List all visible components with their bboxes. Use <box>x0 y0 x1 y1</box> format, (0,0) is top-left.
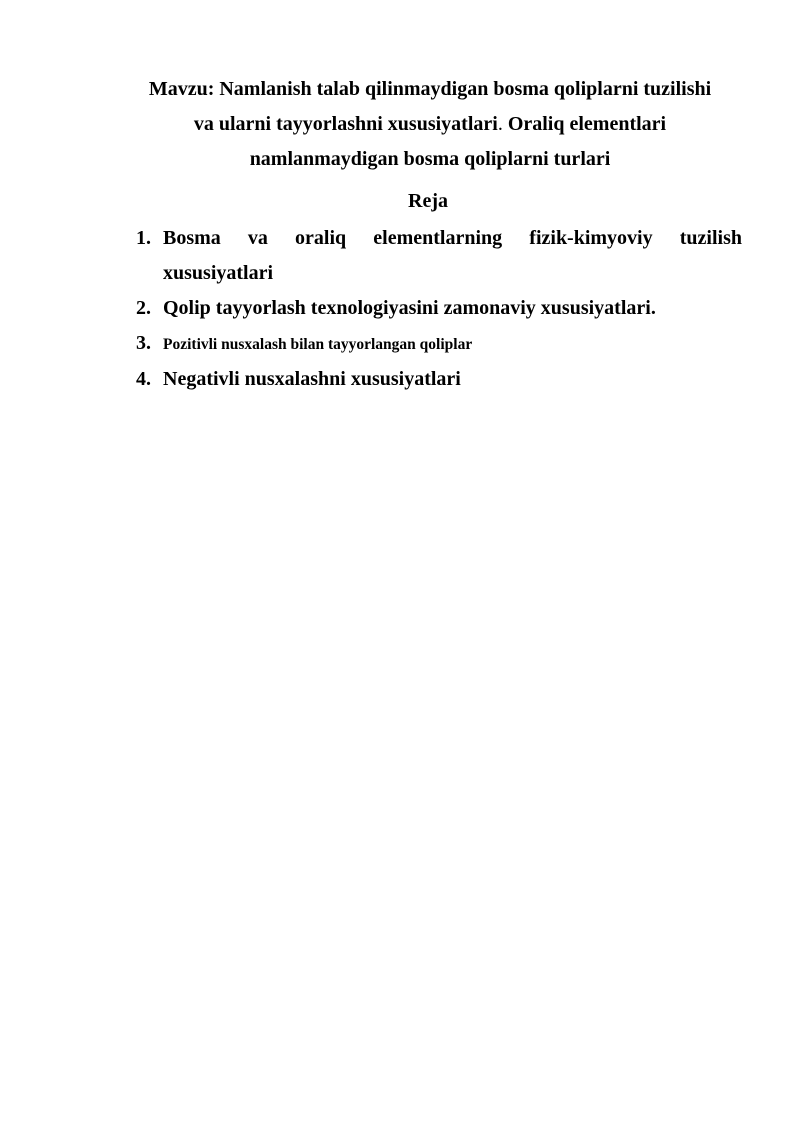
title-line-1: Mavzu: Namlanish talab qilinmaydigan bosma qoliplarni tuzilishi <box>148 78 712 100</box>
plan-item-number: 2. <box>136 297 151 319</box>
title-line-2-part-b: Oraliq elementlari <box>502 113 667 135</box>
plan-item <box>136 362 742 397</box>
plan-item-text: Negativli nusxalashni xususiyatlari <box>163 368 461 390</box>
plan-item-text: Bosma va oraliq elementlarning fizik-kimyoviy tuzilish <box>163 227 742 249</box>
plan-item <box>136 221 742 256</box>
plan-item-continuation <box>136 256 742 291</box>
title-line-2-separator: . <box>497 113 503 135</box>
plan-item <box>136 291 742 326</box>
plan-item-text: xususiyatlari <box>163 262 274 284</box>
plan-item-text: Qolip tayyorlash texnologiyasini zamonaviy xususiyatlari. <box>163 297 656 319</box>
document-title <box>100 72 760 177</box>
plan-heading: Reja <box>408 190 448 212</box>
title-line-2 <box>100 107 760 142</box>
plan-list <box>136 221 742 397</box>
plan-item-number: 3. <box>136 332 151 354</box>
plan-item-text: Pozitivli nusxalash bilan tayyorlangan qoliplar <box>163 336 473 353</box>
plan-item-number: 1. <box>136 227 151 249</box>
plan-item-number: 4. <box>136 368 151 390</box>
title-line-2-part-a: va ularni tayyorlashni xususiyatlari <box>193 113 498 135</box>
title-line-3: namlanmaydigan bosma qoliplarni turlari <box>249 148 611 170</box>
plan-item <box>136 326 742 362</box>
